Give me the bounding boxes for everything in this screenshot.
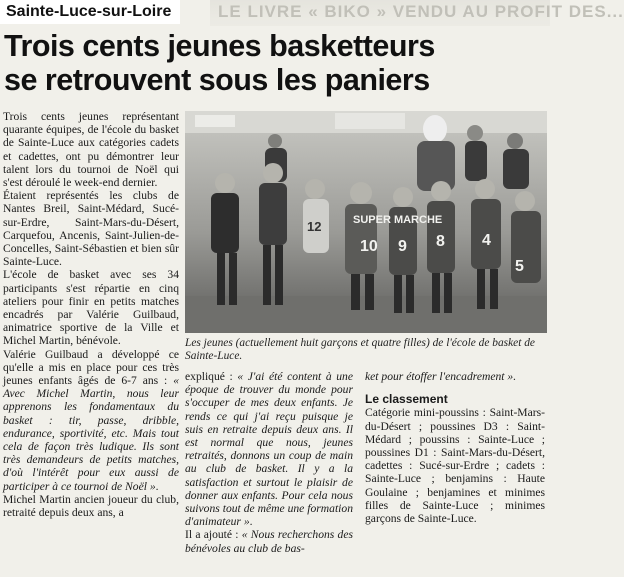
jersey-number: 8 — [436, 233, 445, 250]
adjacent-article-bleed: LE LIVRE « BIKO » VENDU AU PROFIT DES... — [210, 0, 550, 26]
article-column-1 — [3, 110, 179, 519]
text-run: Il a ajouté : — [185, 528, 242, 542]
headline-line-2: se retrouvent sous les paniers — [4, 63, 430, 97]
quote-text: « Nous recherchons des bénévoles au club de bas- — [185, 528, 354, 555]
text-run: expliqué : — [185, 370, 238, 383]
article-paragraph: Trois cents jeunes représentant quarante équipes, de l'école du basket de Sainte-Luce aux catégories cadets et cadettes, ont pu démontrer leur talent lors du tournoi de Noël qui s'est déroulé le week-end dernier. — [3, 110, 179, 190]
headline — [4, 29, 544, 97]
photo-caption: Les jeunes (actuellement huit garçons et quatre filles) de l'école de basket de Sainte-Luce. — [185, 337, 535, 362]
quote-text: « Avec Michel Martin, nous leur apprenons les fondamentaux du basket : tir, passe, dribble, endurance, sportivité, etc. Mais tout cela de façon très ludique. Ils sont très demandeurs de petits matches, d'où l'intérêt pour eux aussi de participer à ce tournoi de Noël » — [3, 374, 179, 493]
team-photo-illustration — [185, 111, 547, 333]
article-paragraph — [3, 348, 179, 493]
locality-label: Sainte-Luce-sur-Loire — [0, 0, 180, 24]
article-paragraph — [185, 528, 353, 554]
article-paragraph: Michel Martin ancien joueur du club, retraité depuis deux ans, a — [3, 492, 179, 520]
article-column-2 — [185, 370, 353, 555]
article-paragraph: ket pour étoffer l'encadrement ». — [365, 370, 517, 383]
article-column-3 — [365, 370, 545, 525]
quote-text: « J'ai été content à une époque de trouver du monde pour s'occuper de mes deux enfants. Je rends ce qui j'ai reçu puisque je suis en retraite depuis deux ans. Il est normal que nous, jeunes retraités, donnons un coup de main au club de basket. Il y a la satisfaction et surtout le plaisir de donner aux enfants. Pour cela nous suivons tout de même une formation d'animateur » — [185, 370, 353, 529]
article-paragraph — [185, 370, 353, 528]
jersey-number: 9 — [398, 238, 407, 255]
text-run: . — [249, 515, 253, 529]
team-photo — [185, 111, 547, 333]
jersey-number: 10 — [360, 238, 378, 255]
jersey-number: 12 — [307, 219, 322, 234]
jersey-number: 4 — [482, 232, 491, 249]
classement-body: Catégorie mini-poussins : Saint-Mars-du-Désert ; poussines D3 : Saint-Médard ; poussins : Sainte-Luce ; poussines D1 : Saint-Mars-du-Désert, cadettes : Sucé-sur-Erdre ; cadets : Sainte-Luce ; benjamins : Haute Goulaine ; benjamines et minimes filles de Sainte-Luce ; minimes garçons de Sainte-Luce. — [365, 406, 545, 526]
headline-line-1: Trois cents jeunes basketteurs — [4, 29, 435, 63]
jersey-text: SUPER MARCHE — [353, 214, 443, 226]
article-paragraph: L'école de basket avec ses 34 participants s'est répartie en cinq ateliers pour finir en petits matches encadrés par Valérie Guilbaud, animatrice sportive de la Ville et Michel Martin, bénévole. — [3, 268, 179, 348]
jersey-number: 5 — [515, 258, 524, 275]
text-run: . — [155, 479, 159, 493]
classement-title: Le classement — [365, 392, 448, 407]
article-paragraph: Étaient représentés les clubs de Nantes Breil, Saint-Médard, Sucé-sur-Erdre, Saint-Mars-du-Désert, Carquefou, Ancenis, Saint-Julien-de-Concelles, Saint-Sébastien et bien sûr Sainte-Luce. — [3, 189, 179, 269]
text-run: Valérie Guilbaud a développé ce qu'elle a mis en place pour ces très jeunes enfants âgés de 6-7 ans : — [3, 347, 179, 388]
